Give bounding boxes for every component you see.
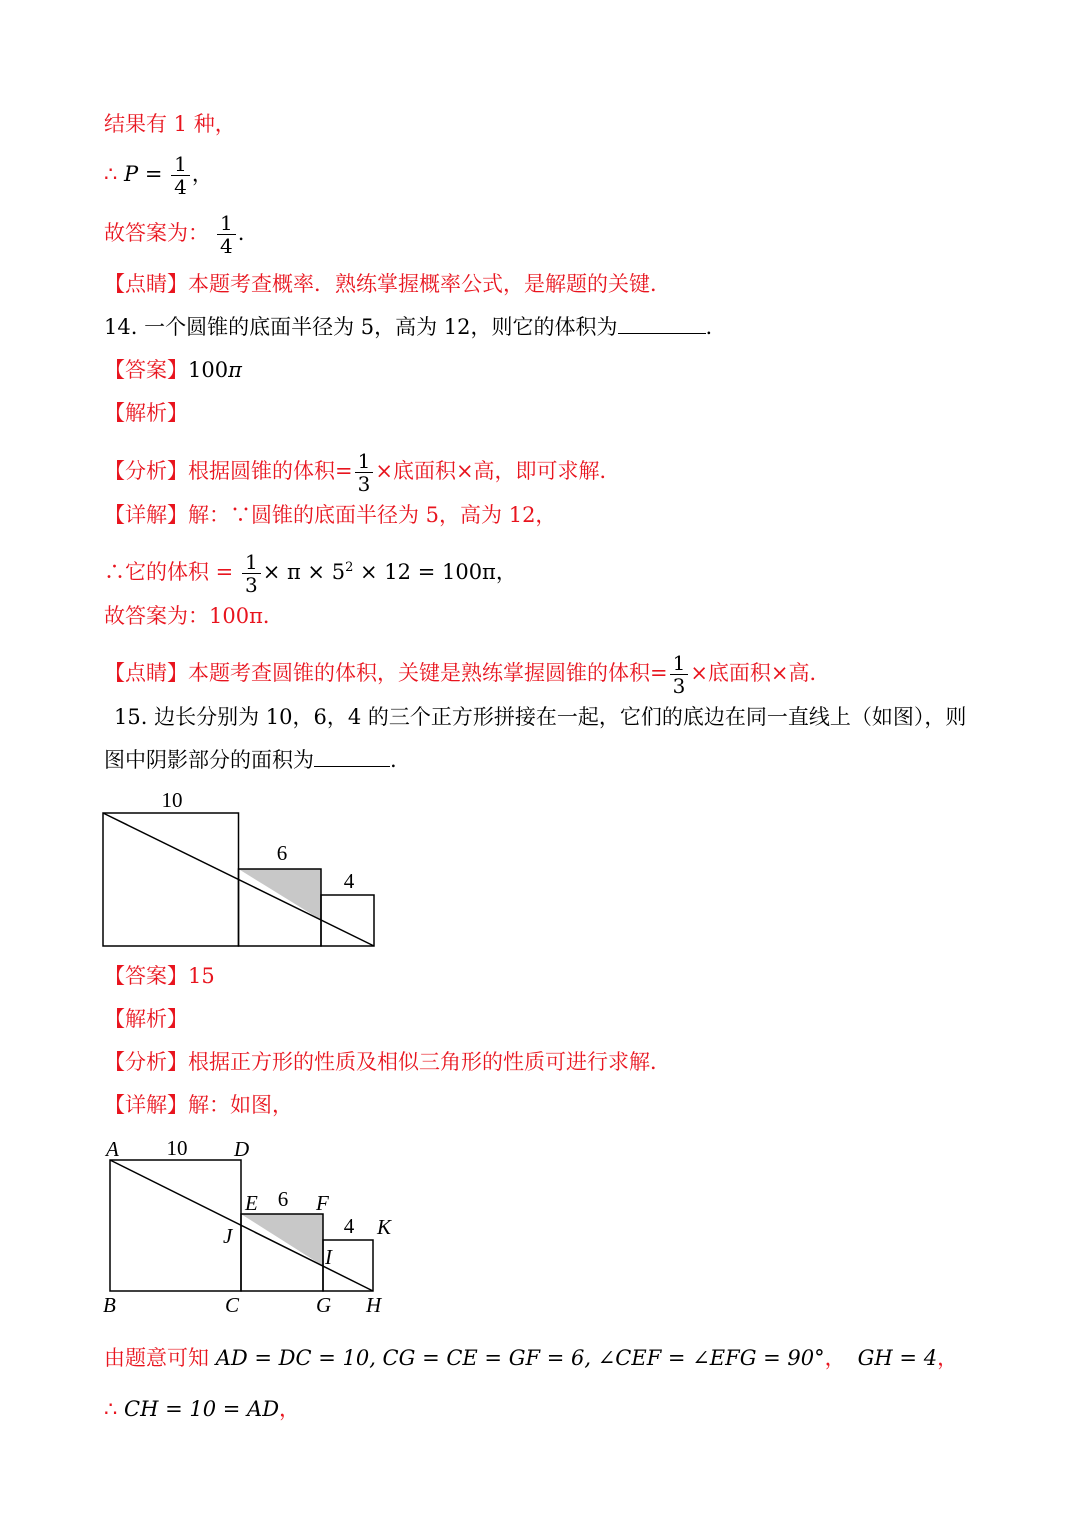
label-A: A <box>106 1137 119 1161</box>
label-H: H <box>366 1293 382 1317</box>
square-10 <box>110 1160 241 1291</box>
q15-question-line1: 15. 边长分别为 10，6，4 的三个正方形拼接在一起，它们的底边在同一直线上（如图），则 <box>114 705 967 729</box>
fraction-one-third: $\frac{1}{3}$ <box>355 450 374 495</box>
probability-formula: ∴ P = $\frac{1}{4}$ ， <box>104 152 213 199</box>
q15-question-line2: 图中阴影部分的面积为 . <box>104 748 397 772</box>
label-4: 4 <box>343 869 355 893</box>
text-result-count: 结果有 1 种， <box>104 112 236 136</box>
q14-question: 14. 一个圆锥的底面半径为 5，高为 12，则它的体积为 . <box>104 315 713 339</box>
fraction-one-third-calc: $\frac{1}{3}$ <box>242 551 261 596</box>
q15-fenxi: 【分析】根据正方形的性质及相似三角形的性质可进行求解． <box>104 1050 671 1074</box>
label-E: E <box>245 1191 258 1215</box>
label-10: 10 <box>166 1136 188 1160</box>
q14-fenxi: 【分析】根据圆锥的体积= $\frac{1}{3}$ ×底面积×高，即可求解． <box>104 449 621 496</box>
label-10: 10 <box>161 788 183 812</box>
q15-xiangjie: 【详解】解：如图， <box>104 1093 293 1117</box>
label-4: 4 <box>343 1214 355 1238</box>
fraction-one-third-dianjing: $\frac{1}{3}$ <box>670 652 689 697</box>
q14-xiangjie: 【详解】解：∵圆锥的底面半径为 5，高为 12， <box>104 503 557 527</box>
label-F: F <box>316 1191 329 1215</box>
fraction-one-quarter-answer: $\frac{1}{4}$ <box>217 212 236 257</box>
square-4 <box>321 895 374 946</box>
q14-volume-calc: ∴它的体积 = $\frac{1}{3}$ × $\pi \times 5^2 \times 12 = 100\pi$， <box>104 550 517 597</box>
label-K: K <box>377 1215 392 1239</box>
label-C: C <box>225 1293 240 1317</box>
label-I: I <box>325 1245 332 1269</box>
shaded-region <box>239 869 322 920</box>
figure-labeled-squares <box>96 1132 406 1322</box>
label-J: J <box>223 1224 233 1248</box>
label-D: D <box>234 1137 250 1161</box>
figure-three-squares <box>96 784 386 954</box>
shaded-region <box>241 1214 323 1266</box>
label-6: 6 <box>276 841 288 865</box>
q14-answer: 【答案】100π <box>104 358 242 382</box>
q15-ch-equals: ∴ CH = 10 = AD， <box>104 1397 301 1421</box>
q14-dianjing: 【点睛】本题考查圆锥的体积，关键是熟练掌握圆锥的体积= $\frac{1}{3}$ ×底面积×高． <box>104 651 831 698</box>
label-6: 6 <box>277 1187 289 1211</box>
q14-jiexi: 【解析】 <box>104 401 188 425</box>
square-10 <box>103 813 239 946</box>
q15-jiexi: 【解析】 <box>104 1007 188 1031</box>
answer-blank <box>618 313 706 334</box>
fraction-one-quarter: $\frac{1}{4}$ <box>171 153 190 198</box>
q15-answer: 【答案】15 <box>104 964 215 988</box>
prev-final-answer: 故答案为： $\frac{1}{4}$ . <box>104 211 245 258</box>
prev-dianjing: 【点睛】本题考查概率．熟练掌握概率公式，是解题的关键． <box>104 272 671 296</box>
q14-final: 故答案为：100π． <box>104 604 284 628</box>
label-G: G <box>316 1293 332 1317</box>
q15-conditions: 由题意可知 AD = DC = 10, CG = CE = GF = 6, ∠CEF = ∠EFG = 90°， GH = 4， <box>104 1346 959 1370</box>
answer-blank <box>314 746 390 767</box>
label-B: B <box>103 1293 116 1317</box>
